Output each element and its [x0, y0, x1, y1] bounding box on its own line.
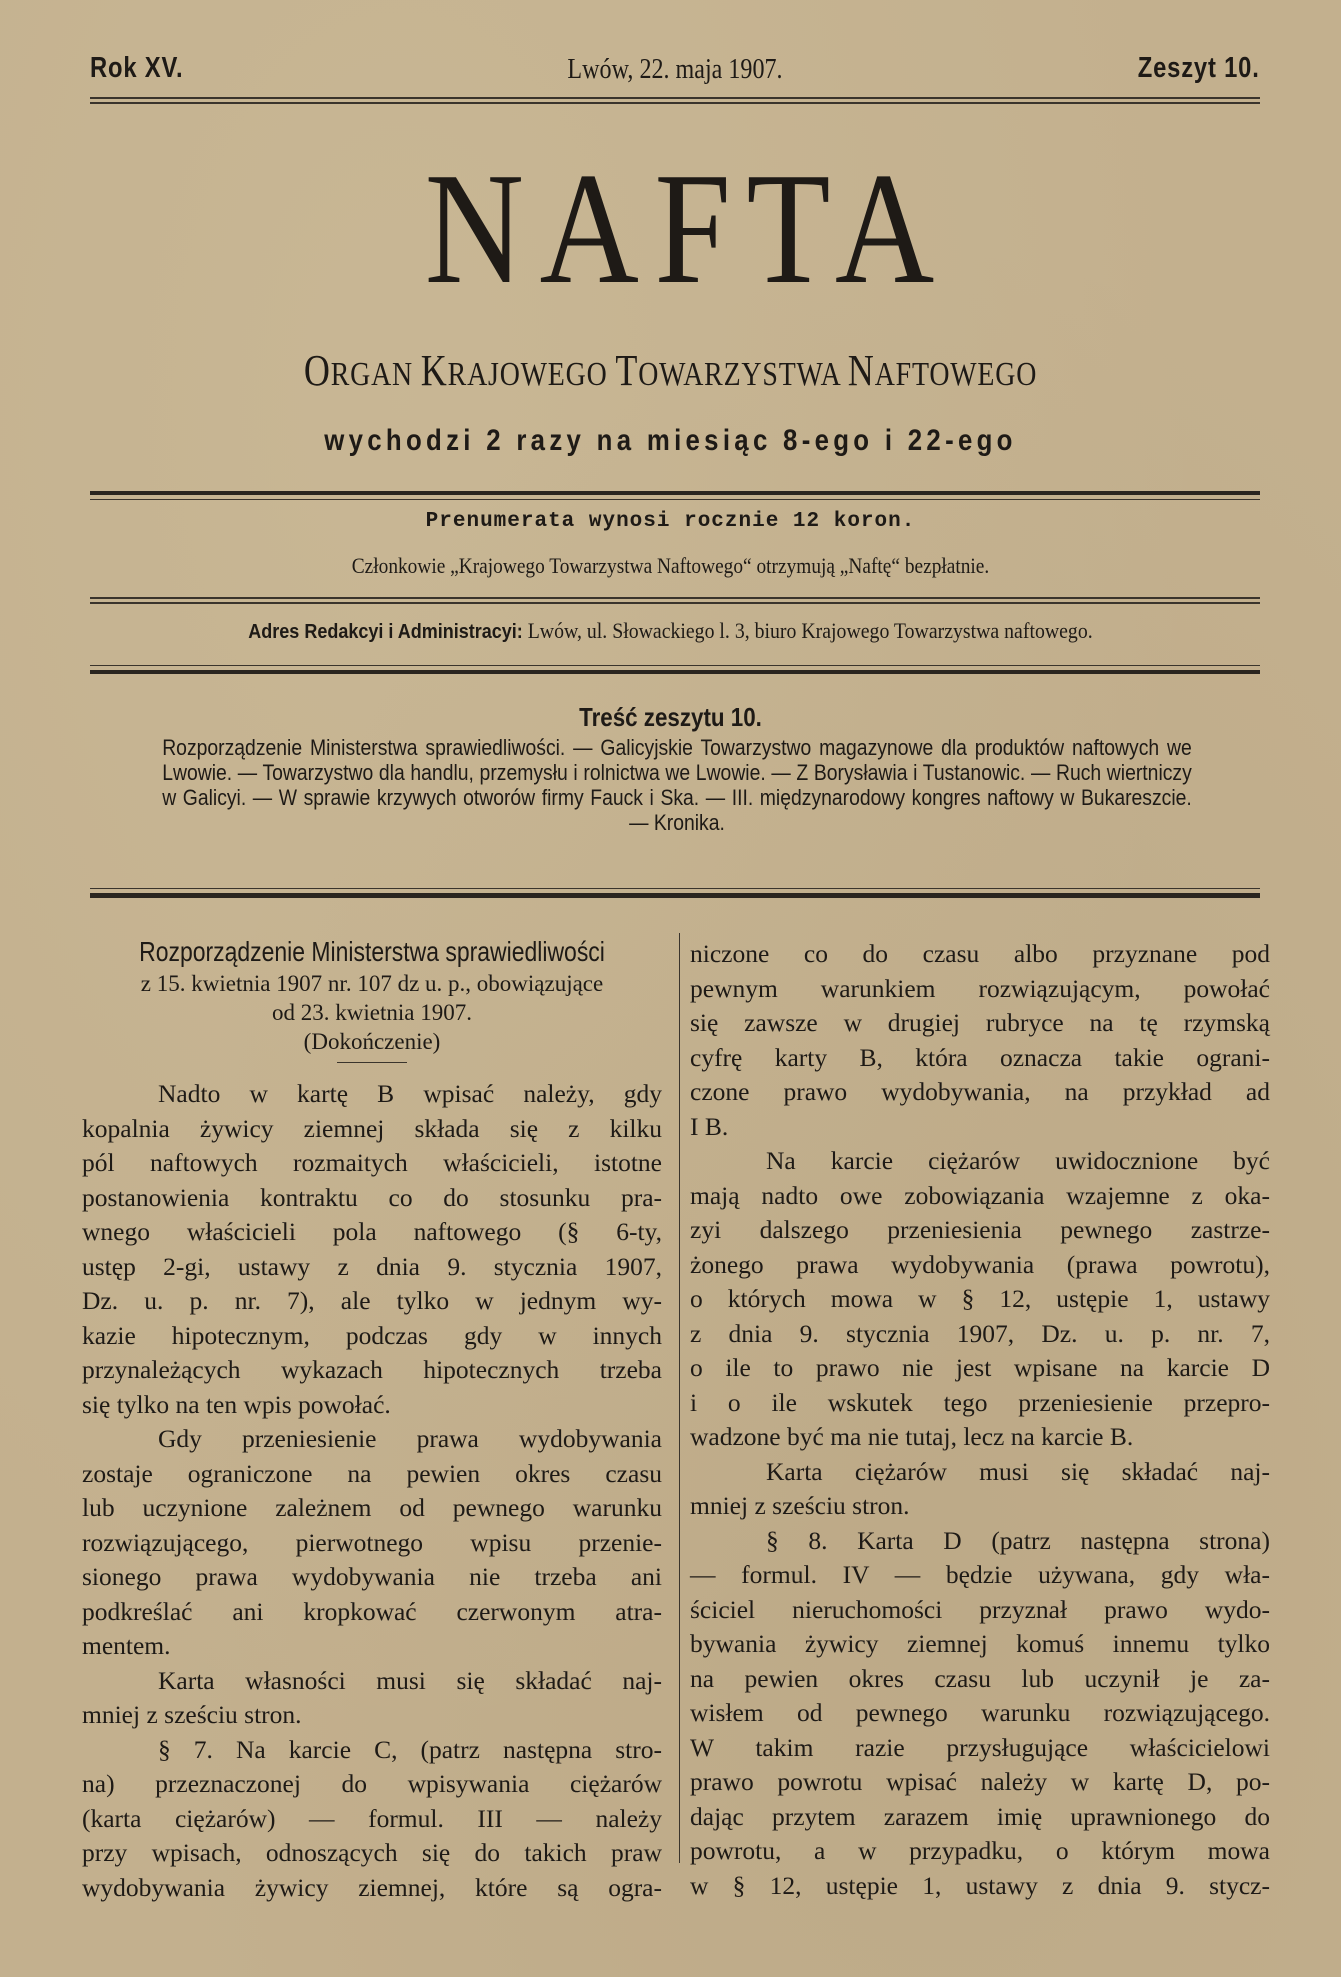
text-line: zyi dalszego przeniesienia pewnego zastrze- — [690, 1215, 1270, 1244]
text-line: Karta własności musi się składać naj- — [158, 1665, 662, 1695]
text-line: Dz. u. p. nr. 7), ale tylko w jednym wy- — [82, 1286, 662, 1315]
subtitle-part: AFTOWEGO — [874, 356, 1038, 393]
text-line: Nadto w kartę B wpisać należy, gdy — [158, 1079, 662, 1108]
text-line: postanowienia kontraktu co do stosunku pra- — [82, 1182, 662, 1212]
text-line: przynależących wykazach hipotecznych trzeba — [82, 1355, 662, 1384]
toc-heading: Treść zeszytu 10. — [579, 702, 762, 732]
column-divider — [679, 933, 680, 1863]
rule-double — [90, 597, 1260, 604]
header-rule — [90, 97, 1260, 104]
text-line: — formul. IV — będzie używana, gdy wła- — [690, 1560, 1270, 1589]
publication-frequency: wychodzi 2 razy na miesiąc 8-ego i 22-ego — [324, 424, 1017, 457]
text-line: W takim razie przysługujące właścicielowi — [690, 1732, 1270, 1762]
subscription-note: Prenumerata wynosi rocznie 12 koron. — [425, 510, 916, 533]
text-line: w § 12, ustępie 1, ustawy z dnia 9. stycz- — [690, 1870, 1270, 1900]
text-line: ustęp 2-gi, ustawy z dnia 9. stycznia 1907, — [82, 1251, 662, 1281]
text-line: mniej z sześciu stron. — [82, 1700, 302, 1729]
subtitle-part: K — [420, 346, 448, 395]
rule-thin — [90, 499, 1260, 500]
toc-text: Rozporządzenie Ministerstwa sprawiedliwości. — Galicyjskie Towarzystwo magazynowe dla produktów naftowych we Lwowie. — Towarzystwo dla handlu, przemysłu i rolnictwa we Lwowie. — Z Borysławia i Tustanowic. — Ruch wiertniczy w Galicyi. — W sprawie krzywych otworów firmy Fauck i Ska. — III. międzynarodowy kongres naftowy w Bukareszcie. — Kronika. — [162, 735, 1192, 835]
subtitle-part: RGAN — [330, 356, 421, 393]
text-line: lub uczynione zależnem od pewnego warunku — [82, 1493, 662, 1522]
subtitle-part: N — [847, 346, 875, 395]
subtitle-part: T — [615, 346, 639, 395]
text-line: się zawsze w drugiej rubryce na tę rzymską — [690, 1008, 1270, 1037]
text-line: kazie hipotecznym, podczas gdy w innych — [82, 1320, 662, 1350]
text-line: czone prawo wydobywania, na przykład ad — [690, 1077, 1270, 1106]
text-line: mniej z sześciu stron. — [690, 1491, 910, 1520]
article-column-left — [82, 935, 662, 1905]
rule-thick — [90, 893, 1260, 898]
address-text: Lwów, ul. Słowackiego l. 3, biuro Krajowego Towarzystwa naftowego. — [522, 618, 1093, 643]
issue-number: Zeszyt 10. — [1138, 52, 1260, 84]
left-column-body — [82, 1077, 662, 1905]
text-line: § 7. Na karcie C, (patrz następna stro- — [158, 1734, 662, 1764]
text-line: Gdy przeniesienie prawa wydobywania — [158, 1424, 662, 1453]
rule-thin — [90, 888, 1260, 889]
text-line: powrotu, a w przypadku, o którym mowa — [690, 1836, 1270, 1865]
text-line: (karta ciężarów) — formul. III — należy — [82, 1803, 662, 1833]
masthead-title: NAFTA — [424, 139, 950, 317]
text-line: podkreślać ani kropkować czerwonym atra- — [82, 1596, 662, 1626]
text-line: dając przytem zarazem imię uprawnionego do — [690, 1801, 1270, 1831]
rule-thin — [90, 665, 1260, 666]
text-line: o których mowa w § 12, ustępie 1, ustawy — [690, 1284, 1270, 1313]
text-line: mentem. — [82, 1631, 171, 1660]
text-line: wadzone być ma nie tutaj, lecz na karcie B. — [690, 1422, 1134, 1451]
text-line: bywania żywicy ziemnej komuś innemu tylko — [690, 1629, 1270, 1658]
text-line: Karta ciężarów musi się składać naj- — [766, 1456, 1270, 1486]
text-line: ściciel nieruchomości przyznał prawo wydo- — [690, 1594, 1270, 1624]
text-line: i o ile wskutek tego przeniesienie przepro- — [690, 1387, 1270, 1417]
article-separator — [337, 1062, 407, 1063]
subtitle-part: O — [303, 346, 331, 395]
text-line: wnego właścicieli pola naftowego (§ 6-ty, — [82, 1217, 662, 1246]
text-line: niczone co do czasu albo przyznane pod — [690, 939, 1270, 968]
rule-thick — [90, 670, 1260, 674]
text-line: o ile to prawo nie jest wpisane na karcie D — [690, 1353, 1270, 1382]
text-line: Na karcie ciężarów uwidocznione być — [766, 1146, 1270, 1175]
address-line — [67, 618, 1274, 644]
text-line: sionego prawa wydobywania nie trzeba ani — [82, 1562, 662, 1591]
address-label: Adres Redakcyi i Administracyi: — [248, 621, 523, 643]
text-line: zostaje ograniczone na pewien okres czasu — [82, 1458, 662, 1488]
subtitle-part: OWARZYSTWA — [638, 356, 848, 393]
rule-thick — [90, 491, 1260, 495]
text-line: żonego prawa wydobywania (prawa powrotu), — [690, 1249, 1270, 1279]
year-label: Rok XV. — [90, 52, 184, 84]
issue-date: Lwów, 22. maja 1907. — [567, 54, 783, 85]
text-line: I B. — [690, 1111, 729, 1141]
text-line: na) przeznaczonej do wpisywania ciężarów — [82, 1769, 662, 1798]
text-line: kopalnia żywicy ziemnej składa się z kilku — [82, 1113, 662, 1143]
text-line: z dnia 9. stycznia 1907, Dz. u. p. nr. 7, — [690, 1318, 1270, 1348]
text-line: § 8. Karta D (patrz następna strona) — [766, 1525, 1270, 1555]
subtitle-part: RAJOWEGO — [447, 356, 616, 393]
masthead-subtitle — [121, 345, 1221, 396]
text-line: wisłem od pewnego warunku rozwiązującego. — [690, 1698, 1270, 1727]
article-subtitle: (Dokończenie) — [303, 1029, 441, 1054]
article-subtitle: z 15. kwietnia 1907 nr. 107 dz u. p., obowiązujące — [140, 971, 604, 996]
text-line: pól naftowych rozmaitych właścicieli, istotne — [82, 1148, 662, 1177]
members-note: Członkowie „Krajowego Towarzystwa Naftowego“ otrzymują „Naftę“ bezpłatnie. — [351, 553, 990, 578]
text-line: przy wpisach, odnoszących się do takich praw — [82, 1838, 662, 1867]
text-line: mają nadto owe zobowiązania wzajemne z oka- — [690, 1180, 1270, 1210]
text-line: pewnym warunkiem rozwiązującym, powołać — [690, 973, 1270, 1003]
text-line: się tylko na ten wpis powołać. — [82, 1389, 391, 1419]
article-title: Rozporządzenie Ministerstwa sprawiedliwości — [139, 936, 605, 967]
right-column-body — [690, 937, 1270, 1903]
text-line: rozwiązującego, pierwotnego wpisu przenie- — [82, 1527, 662, 1557]
text-line: na pewien okres czasu lub uczynił je za- — [690, 1663, 1270, 1693]
text-line: prawo powrotu wpisać należy w kartę D, po- — [690, 1767, 1270, 1796]
article-column-right — [690, 937, 1270, 1903]
article-subtitle: od 23. kwietnia 1907. — [272, 1000, 472, 1025]
text-line: wydobywania żywicy ziemnej, które są ogra- — [82, 1872, 662, 1902]
text-line: cyfrę karty B, która oznacza takie ograni- — [690, 1042, 1270, 1072]
masthead-top-line — [90, 52, 1260, 92]
